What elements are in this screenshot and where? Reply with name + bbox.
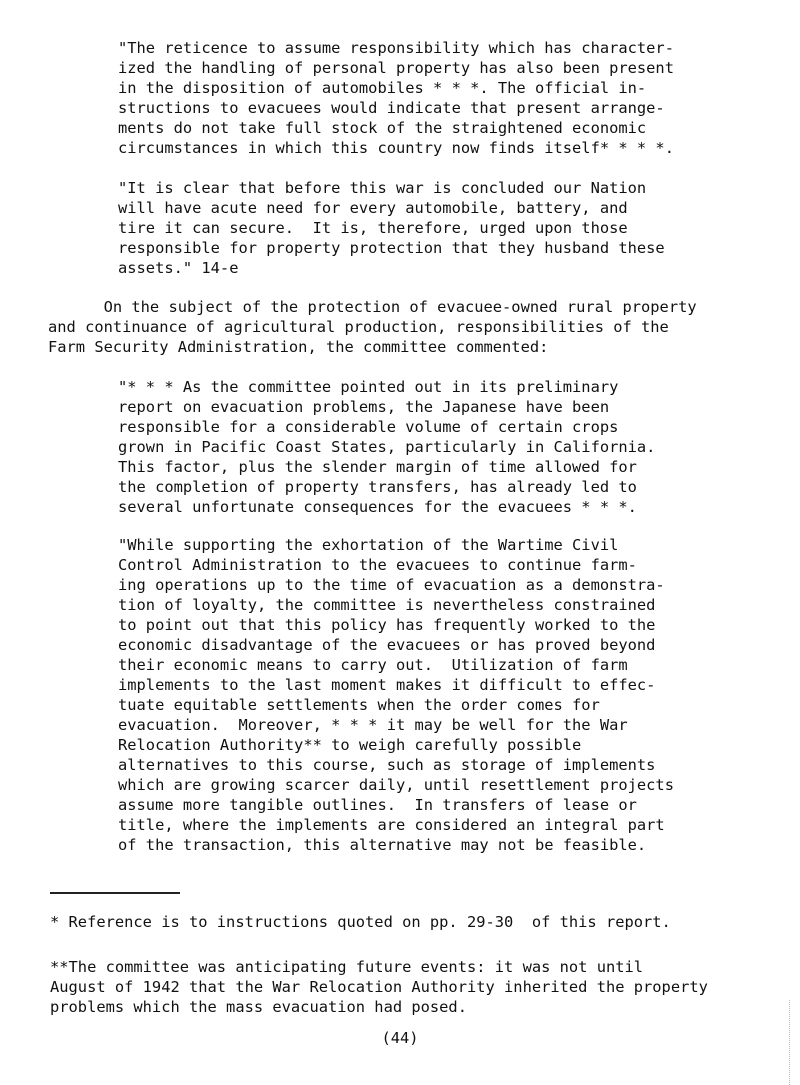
quote-4-line: their economic means to carry out. Utilization of farm [118, 656, 628, 674]
quote-2-line: "It is clear that before this war is concluded our Nation [118, 179, 647, 197]
footnote-1-line: * Reference is to instructions quoted on pp. 29-30 of this report. [50, 913, 671, 931]
quote-1-line: "The reticence to assume responsibility which has character- [118, 39, 674, 57]
quote-4-line: economic disadvantage of the evacuees or has proved beyond [118, 636, 656, 654]
scan-edge-mark [789, 1000, 790, 1085]
quote-3-line: This factor, plus the slender margin of time allowed for [118, 458, 637, 476]
footnote-divider [50, 892, 180, 894]
quote-4-line: to point out that this policy has frequently worked to the [118, 616, 656, 634]
page-number: (44) [381, 1029, 419, 1047]
quote-2-line: responsible for property protection that they husband these [118, 239, 665, 257]
quote-1-line: ments do not take full stock of the straightened economic [118, 119, 647, 137]
footnote-2-line: August of 1942 that the War Relocation Authority inherited the property [50, 978, 708, 996]
quote-4-line: which are growing scarcer daily, until resettlement projects [118, 776, 674, 794]
body-paragraph-line: Farm Security Administration, the committee commented: [48, 338, 549, 356]
quote-4-line: implements to the last moment makes it difficult to effec- [118, 676, 656, 694]
quote-3-line: grown in Pacific Coast States, particularly in California. [118, 438, 656, 456]
body-paragraph-line: On the subject of the protection of evacuee-owned rural property [48, 298, 697, 316]
quote-1-line: ized the handling of personal property has also been present [118, 59, 674, 77]
quote-4-line: tion of loyalty, the committee is nevertheless constrained [118, 596, 656, 614]
footnote-2-line: **The committee was anticipating future events: it was not until [50, 958, 644, 976]
quote-4-line: alternatives to this course, such as storage of implements [118, 756, 656, 774]
quote-3-line: report on evacuation problems, the Japanese have been [118, 398, 610, 416]
quote-1-line: structions to evacuees would indicate that present arrange- [118, 99, 665, 117]
quote-1-line: circumstances in which this country now finds itself* * * *. [118, 139, 674, 157]
quote-3-line: responsible for a considerable volume of certain crops [118, 418, 619, 436]
quote-3-line: several unfortunate consequences for the evacuees * * *. [118, 498, 637, 516]
quote-4-line: of the transaction, this alternative may not be feasible. [118, 836, 647, 854]
quote-2-line: will have acute need for every automobile, battery, and [118, 199, 628, 217]
body-paragraph-line: and continuance of agricultural production, responsibilities of the [48, 318, 669, 336]
quote-3-line: "* * * As the committee pointed out in its preliminary [118, 378, 619, 396]
quote-3-line: the completion of property transfers, has already led to [118, 478, 637, 496]
quote-4-line: "While supporting the exhortation of the Wartime Civil [118, 536, 619, 554]
quote-1-line: in the disposition of automobiles * * *. The official in- [118, 79, 647, 97]
quote-4-line: Control Administration to the evacuees to continue farm- [118, 556, 637, 574]
quote-2-line: tire it can secure. It is, therefore, urged upon those [118, 219, 628, 237]
quote-4-line: evacuation. Moreover, * * * it may be well for the War [118, 716, 628, 734]
footnote-2-line: problems which the mass evacuation had posed. [50, 998, 467, 1016]
quote-4-line: ing operations up to the time of evacuation as a demonstra- [118, 576, 665, 594]
quote-4-line: Relocation Authority** to weigh carefully possible [118, 736, 582, 754]
quote-4-line: title, where the implements are considered an integral part [118, 816, 665, 834]
quote-4-line: tuate equitable settlements when the order comes for [118, 696, 600, 714]
quote-4-line: assume more tangible outlines. In transfers of lease or [118, 796, 637, 814]
quote-2-line: assets." 14-e [118, 259, 239, 277]
